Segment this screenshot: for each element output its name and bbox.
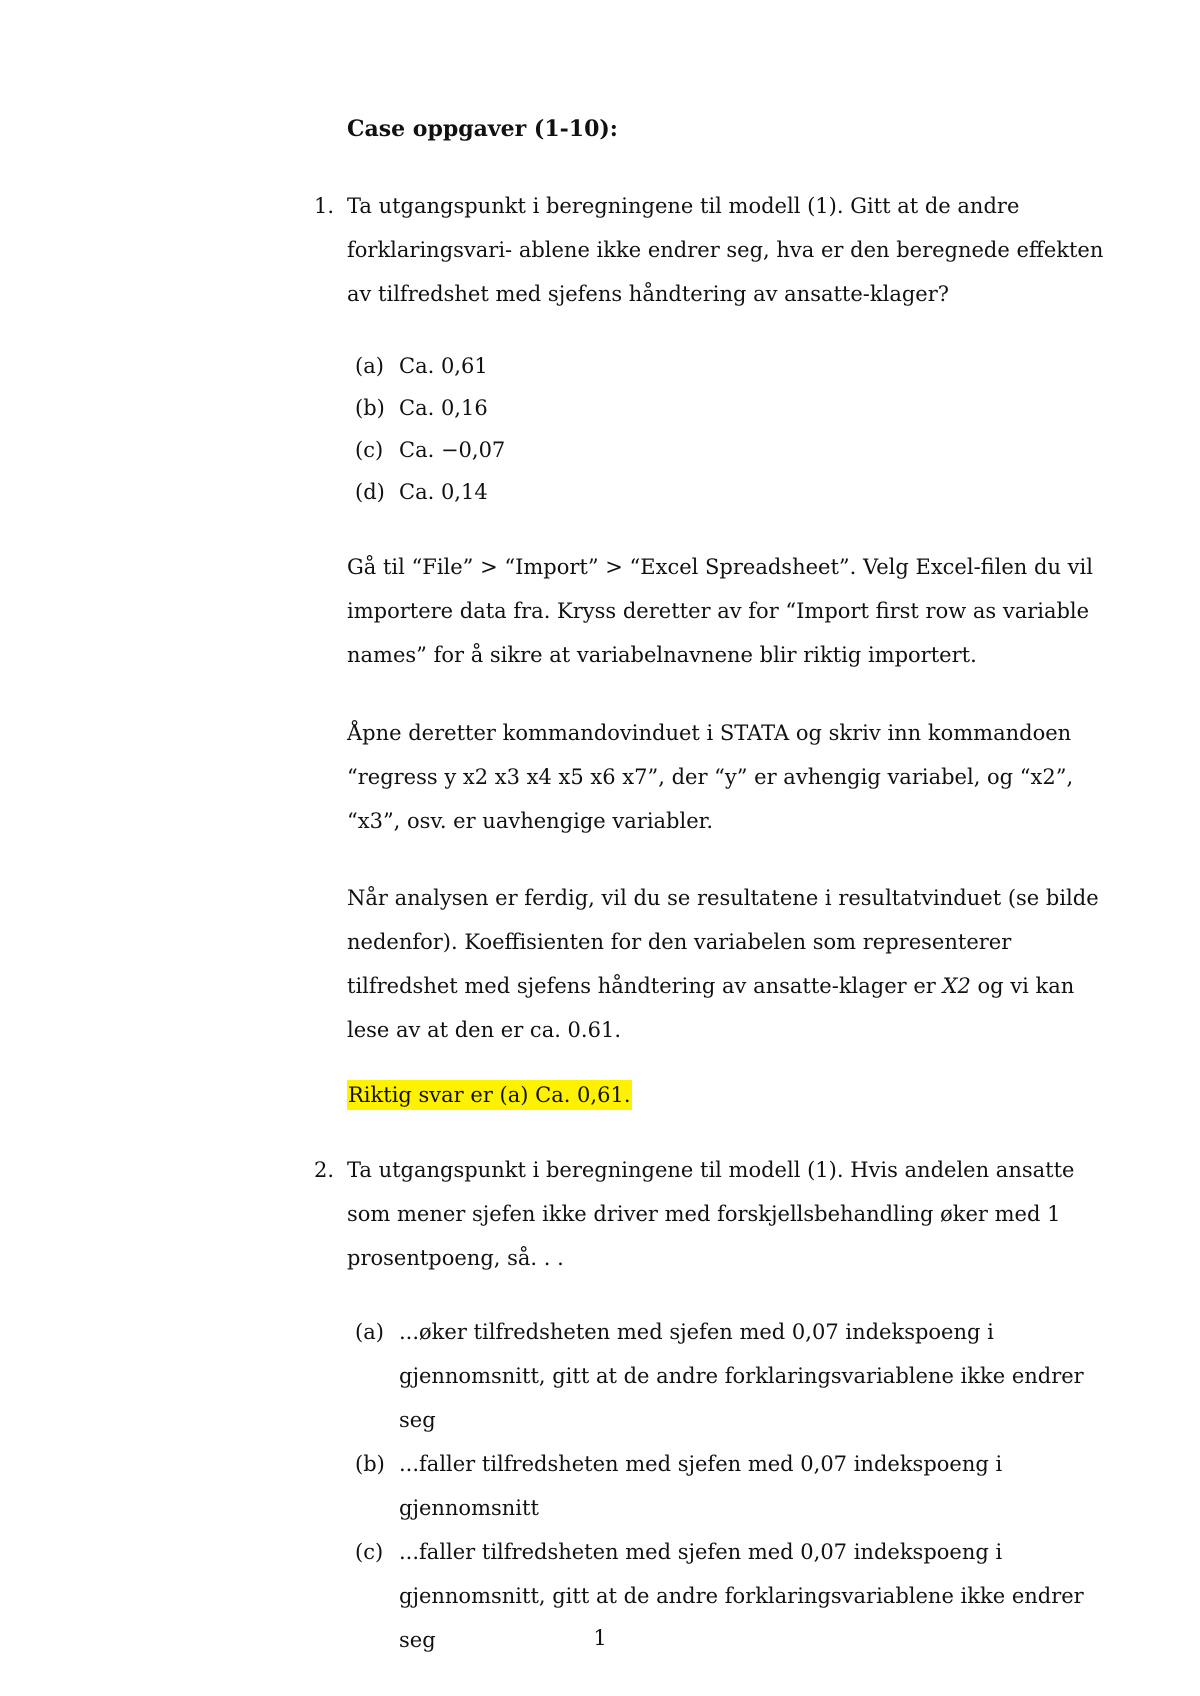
option-label: (b) xyxy=(355,396,385,420)
option-text: ...faller tilfredsheten med sjefen med 0,07 indekspoeng i gjennomsnitt xyxy=(399,1452,1003,1520)
option-text: Ca. 0,61 xyxy=(399,354,488,378)
option-text: Ca. −0,07 xyxy=(399,438,506,462)
math-variable: X2 xyxy=(942,974,971,998)
question-text: Ta utgangspunkt i beregningene til modell (1). Hvis andelen ansatte som mener sjefen ikke driver med forskjellsbehandling øker med 1 prosentpoeng, så. . . xyxy=(347,1158,1075,1270)
correct-answer-highlight: Riktig svar er (a) Ca. 0,61. xyxy=(347,1080,632,1110)
option-label: (a) xyxy=(355,354,384,378)
option-a xyxy=(355,345,1115,387)
option-text: Ca. 0,16 xyxy=(399,396,488,420)
option-text: Ca. 0,14 xyxy=(399,480,488,504)
option-label: (c) xyxy=(355,1540,384,1564)
option-text: ...faller tilfredsheten med sjefen med 0,07 indekspoeng i gjennomsnitt, gitt at de andre forklaringsvariablene ikke endrer seg xyxy=(399,1540,1084,1652)
option-label: (d) xyxy=(355,480,385,504)
option-label: (a) xyxy=(355,1320,384,1344)
question-text: Ta utgangspunkt i beregningene til modell (1). Gitt at de andre forklaringsvari- ablene ikke endrer seg, hva er den beregnede effekten av tilfredshet med sjefens håndtering av ansatte-klager? xyxy=(347,194,1104,306)
question-2 xyxy=(314,1148,1114,1280)
section-heading: Case oppgaver (1-10): xyxy=(347,116,618,142)
explanation-paragraph-2: Åpne deretter kommandovinduet i STATA og skriv inn kommandoen “regress y x2 x3 x4 x5 x6 x7”, der “y” er avhengig variabel, og “x2”, “x3”, osv. er uavhengige variabler. xyxy=(347,721,1074,833)
option-b xyxy=(355,387,1115,429)
question-1 xyxy=(314,184,1114,316)
question-2-options xyxy=(355,1310,1115,1662)
option-d xyxy=(355,471,1115,513)
page-number: 1 xyxy=(593,1626,607,1650)
explanation-text: og vi kan lese av at den er ca. 0.61. xyxy=(347,974,1075,1042)
option-b xyxy=(355,1442,1115,1530)
question-number: 2. xyxy=(314,1158,335,1182)
option-label: (b) xyxy=(355,1452,385,1476)
option-a xyxy=(355,1310,1115,1442)
option-label: (c) xyxy=(355,438,384,462)
question-number: 1. xyxy=(314,194,335,218)
explanation-text: Når analysen er ferdig, vil du se resultatene i resultatvinduet (se bilde nedenfor). Koeffisienten for den variabelen som representerer tilfredshet med sjefens håndtering av ansatte-klager er xyxy=(347,886,1099,998)
explanation-paragraph-3 xyxy=(347,876,1112,1052)
explanation-paragraph-1: Gå til “File” > “Import” > “Excel Spreadsheet”. Velg Excel-filen du vil importere data fra. Kryss deretter av for “Import first row as variable names” for å sikre at variabelnavnene blir riktig importert. xyxy=(347,555,1093,667)
option-c xyxy=(355,429,1115,471)
question-1-options xyxy=(355,345,1115,513)
option-text: ...øker tilfredsheten med sjefen med 0,07 indekspoeng i gjennomsnitt, gitt at de andre forklaringsvariablene ikke endrer seg xyxy=(399,1320,1084,1432)
